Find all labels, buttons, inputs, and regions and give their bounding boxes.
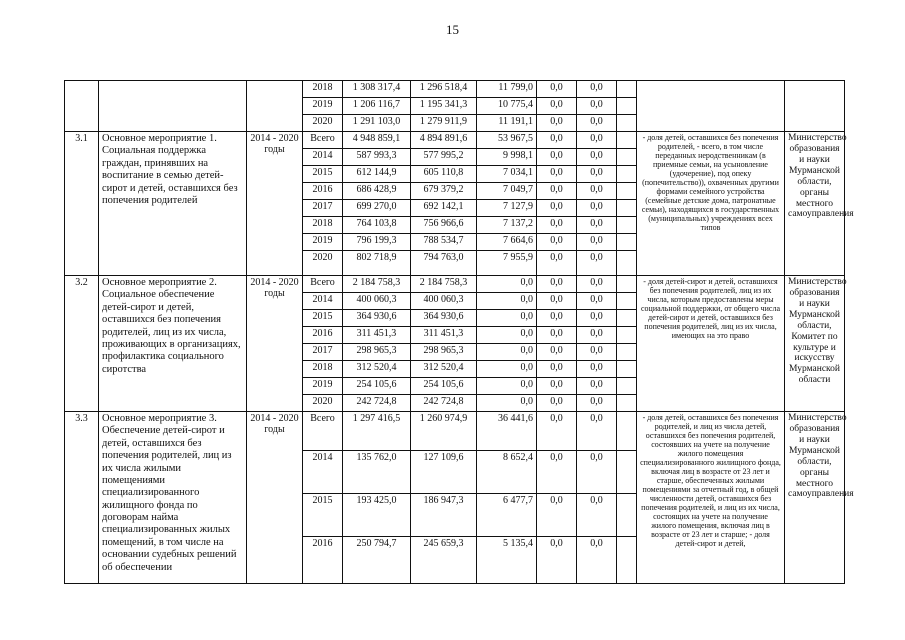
cell-blank [617, 234, 637, 251]
cell-fed: 9 998,1 [477, 149, 537, 166]
cell-reg: 1 260 974,9 [411, 412, 477, 451]
cell-mun: 0,0 [537, 537, 577, 584]
cell-year: 2014 [303, 451, 343, 494]
section-executor: Министерство образования и науки Мурманской области, Комитет по культуре и искусству Мурманской области [785, 276, 845, 412]
cell-year: 2014 [303, 293, 343, 310]
cell-other: 0,0 [577, 98, 617, 115]
cell-reg: 1 195 341,3 [411, 98, 477, 115]
cell-year: 2015 [303, 310, 343, 327]
cell-blank [617, 115, 637, 132]
cell-other: 0,0 [577, 234, 617, 251]
cell-mun: 0,0 [537, 132, 577, 149]
cell-other: 0,0 [577, 115, 617, 132]
cell-blank [617, 537, 637, 584]
cell-fed: 53 967,5 [477, 132, 537, 149]
cell-mun: 0,0 [537, 115, 577, 132]
cell-fed: 7 137,2 [477, 217, 537, 234]
cell-executor [785, 81, 845, 132]
cell-other: 0,0 [577, 293, 617, 310]
cell-fed: 7 664,6 [477, 234, 537, 251]
cell-total: 764 103,8 [343, 217, 411, 234]
cell-mun: 0,0 [537, 217, 577, 234]
section-number: 3.3 [65, 412, 99, 584]
cell-fed: 10 775,4 [477, 98, 537, 115]
cell-reg: 1 279 911,9 [411, 115, 477, 132]
cell-mun: 0,0 [537, 327, 577, 344]
cell-num [65, 81, 99, 132]
cell-blank [617, 276, 637, 293]
cell-reg: 1 296 518,4 [411, 81, 477, 98]
section-number: 3.2 [65, 276, 99, 412]
cell-year: 2020 [303, 251, 343, 276]
cell-mun: 0,0 [537, 412, 577, 451]
cell-fed: 11 191,1 [477, 115, 537, 132]
cell-other: 0,0 [577, 166, 617, 183]
cell-reg: 242 724,8 [411, 395, 477, 412]
cell-total: 193 425,0 [343, 494, 411, 537]
cell-other: 0,0 [577, 451, 617, 494]
cell-reg: 245 659,3 [411, 537, 477, 584]
page-number: 15 [446, 22, 459, 37]
cell-blank [617, 149, 637, 166]
cell-mun: 0,0 [537, 310, 577, 327]
cell-mun: 0,0 [537, 451, 577, 494]
section-executor: Министерство образования и науки Мурманской области, органы местного самоуправления [785, 132, 845, 276]
cell-year: 2019 [303, 98, 343, 115]
cell-blank [617, 344, 637, 361]
cell-year: 2015 [303, 494, 343, 537]
cell-mun: 0,0 [537, 251, 577, 276]
cell-blank [617, 98, 637, 115]
cell-reg: 577 995,2 [411, 149, 477, 166]
cell-fed: 0,0 [477, 395, 537, 412]
cell-other: 0,0 [577, 200, 617, 217]
cell-total: 298 965,3 [343, 344, 411, 361]
cell-period [247, 81, 303, 132]
cell-blank [617, 81, 637, 98]
cell-reg: 254 105,6 [411, 378, 477, 395]
cell-reg: 756 966,6 [411, 217, 477, 234]
cell-total: 2 184 758,3 [343, 276, 411, 293]
cell-other: 0,0 [577, 251, 617, 276]
cell-total: 1 291 103,0 [343, 115, 411, 132]
cell-year: 2017 [303, 200, 343, 217]
cell-other: 0,0 [577, 310, 617, 327]
table-row [65, 276, 845, 293]
cell-total: 312 520,4 [343, 361, 411, 378]
cell-fed: 0,0 [477, 344, 537, 361]
cell-year: 2019 [303, 378, 343, 395]
cell-year: 2018 [303, 361, 343, 378]
cell-total: 1 206 116,7 [343, 98, 411, 115]
cell-reg: 186 947,3 [411, 494, 477, 537]
table-row [65, 81, 845, 98]
program-table [64, 80, 854, 584]
cell-blank [617, 251, 637, 276]
cell-year: 2017 [303, 344, 343, 361]
cell-blank [617, 200, 637, 217]
cell-mun: 0,0 [537, 183, 577, 200]
cell-fed: 0,0 [477, 276, 537, 293]
cell-mun: 0,0 [537, 98, 577, 115]
section-event-name: Основное мероприятие 3. Обеспечение детей-сирот и детей, оставшихся без попечения родителей, лиц из их числа жилыми помещениями специализированного жилищного фонда по договорам найма специализированных жилых помещений, в том числе на основании судебных решений об обеспечении [99, 412, 247, 584]
cell-reg: 692 142,1 [411, 200, 477, 217]
section-period: 2014 - 2020 годы [247, 276, 303, 412]
cell-reg: 298 965,3 [411, 344, 477, 361]
cell-reg: 312 520,4 [411, 361, 477, 378]
cell-mun: 0,0 [537, 395, 577, 412]
cell-other: 0,0 [577, 149, 617, 166]
cell-fed: 0,0 [477, 361, 537, 378]
section-indicator: - доля детей, оставшихся без попечения родителей, - всего, в том числе переданных неродственникам (в приемные семьи, на усыновление (удочерение), под опеку (попечительство)), охваченных другими формами семейного устройства (семейные детские дома, патронатные семьи), находящихся в государственных (муниципальных) учреждениях всех типов [637, 132, 785, 276]
cell-reg: 794 763,0 [411, 251, 477, 276]
cell-blank [617, 166, 637, 183]
cell-mun: 0,0 [537, 166, 577, 183]
cell-fed: 7 049,7 [477, 183, 537, 200]
cell-mun: 0,0 [537, 234, 577, 251]
cell-fed: 0,0 [477, 327, 537, 344]
table-row [65, 412, 845, 451]
cell-total: 364 930,6 [343, 310, 411, 327]
cell-mun: 0,0 [537, 200, 577, 217]
cell-year: Всего [303, 412, 343, 451]
cell-total: 699 270,0 [343, 200, 411, 217]
cell-mun: 0,0 [537, 344, 577, 361]
cell-mun: 0,0 [537, 293, 577, 310]
cell-mun: 0,0 [537, 378, 577, 395]
cell-other: 0,0 [577, 412, 617, 451]
cell-year: 2020 [303, 115, 343, 132]
section-indicator: - доля детей, оставшихся без попечения родителей, и лиц из числа детей, оставшихся без попечения родителей, состоявших на учете на получение жилого помещения специализированного жилищного фонда, включая лиц в возрасте от 23 лет и старше, обеспеченных жилыми помещениями за отчетный год, в общей численности детей, оставшихся без попечения родителей, и лиц из их числа, состоящих на учете на получение жилого помещения, включая лиц в возрасте от 23 лет и старше; - доля детей-сирот и детей, [637, 412, 785, 584]
cell-blank [617, 293, 637, 310]
cell-reg: 605 110,8 [411, 166, 477, 183]
cell-reg: 127 109,6 [411, 451, 477, 494]
cell-reg: 311 451,3 [411, 327, 477, 344]
cell-other: 0,0 [577, 81, 617, 98]
section-period: 2014 - 2020 годы [247, 412, 303, 584]
cell-total: 686 428,9 [343, 183, 411, 200]
cell-total: 587 993,3 [343, 149, 411, 166]
cell-year: Всего [303, 276, 343, 293]
cell-fed: 7 034,1 [477, 166, 537, 183]
cell-event [99, 81, 247, 132]
cell-other: 0,0 [577, 327, 617, 344]
cell-year: 2018 [303, 81, 343, 98]
section-event-name: Основное мероприятие 2. Социальное обеспечение детей-сирот и детей, оставшихся без попечения родителей, лиц из их числа, проживающих в организациях, профилактика социального сиротства [99, 276, 247, 412]
cell-blank [617, 327, 637, 344]
cell-total: 1 297 416,5 [343, 412, 411, 451]
cell-blank [617, 378, 637, 395]
cell-total: 802 718,9 [343, 251, 411, 276]
cell-year: Всего [303, 132, 343, 149]
cell-fed: 0,0 [477, 378, 537, 395]
cell-fed: 11 799,0 [477, 81, 537, 98]
cell-year: 2020 [303, 395, 343, 412]
cell-other: 0,0 [577, 361, 617, 378]
section-executor: Министерство образования и науки Мурманской области, органы местного самоуправления [785, 412, 845, 584]
cell-other: 0,0 [577, 378, 617, 395]
section-period: 2014 - 2020 годы [247, 132, 303, 276]
cell-mun: 0,0 [537, 361, 577, 378]
cell-reg: 788 534,7 [411, 234, 477, 251]
cell-total: 135 762,0 [343, 451, 411, 494]
cell-total: 1 308 317,4 [343, 81, 411, 98]
cell-mun: 0,0 [537, 276, 577, 293]
cell-reg: 364 930,6 [411, 310, 477, 327]
cell-year: 2014 [303, 149, 343, 166]
section-event-name: Основное мероприятие 1. Социальная поддержка граждан, принявших на воспитание в семью детей-сирот и детей, оставшихся без попечения родителей [99, 132, 247, 276]
table-row [65, 132, 845, 149]
cell-total: 242 724,8 [343, 395, 411, 412]
cell-year: 2018 [303, 217, 343, 234]
cell-fed: 6 477,7 [477, 494, 537, 537]
cell-reg: 2 184 758,3 [411, 276, 477, 293]
cell-blank [617, 361, 637, 378]
cell-fed: 36 441,6 [477, 412, 537, 451]
cell-fed: 7 955,9 [477, 251, 537, 276]
cell-reg: 400 060,3 [411, 293, 477, 310]
cell-other: 0,0 [577, 494, 617, 537]
cell-other: 0,0 [577, 217, 617, 234]
cell-year: 2016 [303, 183, 343, 200]
cell-fed: 0,0 [477, 310, 537, 327]
cell-total: 250 794,7 [343, 537, 411, 584]
cell-other: 0,0 [577, 395, 617, 412]
section-indicator: - доля детей-сирот и детей, оставшихся без попечения родителей, лиц из их числа, которым предоставлены меры социальной поддержки, от общего числа детей-сирот и детей, оставшихся без попечения родителей, лиц из их числа, имеющих на это право [637, 276, 785, 412]
cell-other: 0,0 [577, 132, 617, 149]
cell-other: 0,0 [577, 537, 617, 584]
cell-blank [617, 132, 637, 149]
cell-blank [617, 183, 637, 200]
cell-indicator [637, 81, 785, 132]
cell-reg: 4 894 891,6 [411, 132, 477, 149]
cell-total: 311 451,3 [343, 327, 411, 344]
cell-year: 2015 [303, 166, 343, 183]
section-number: 3.1 [65, 132, 99, 276]
cell-mun: 0,0 [537, 81, 577, 98]
cell-blank [617, 494, 637, 537]
cell-other: 0,0 [577, 276, 617, 293]
cell-year: 2016 [303, 537, 343, 584]
cell-fed: 5 135,4 [477, 537, 537, 584]
cell-total: 796 199,3 [343, 234, 411, 251]
cell-blank [617, 412, 637, 451]
cell-mun: 0,0 [537, 494, 577, 537]
cell-blank [617, 217, 637, 234]
cell-fed: 8 652,4 [477, 451, 537, 494]
cell-total: 612 144,9 [343, 166, 411, 183]
cell-other: 0,0 [577, 344, 617, 361]
cell-total: 4 948 859,1 [343, 132, 411, 149]
cell-year: 2019 [303, 234, 343, 251]
cell-reg: 679 379,2 [411, 183, 477, 200]
cell-fed: 0,0 [477, 293, 537, 310]
cell-blank [617, 310, 637, 327]
cell-total: 254 105,6 [343, 378, 411, 395]
cell-blank [617, 395, 637, 412]
cell-year: 2016 [303, 327, 343, 344]
cell-total: 400 060,3 [343, 293, 411, 310]
cell-blank [617, 451, 637, 494]
cell-mun: 0,0 [537, 149, 577, 166]
cell-fed: 7 127,9 [477, 200, 537, 217]
cell-other: 0,0 [577, 183, 617, 200]
